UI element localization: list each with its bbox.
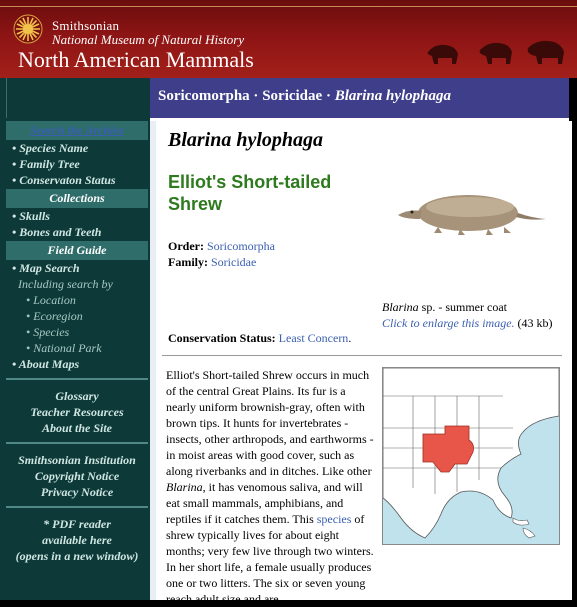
nav-including-label: Including search by xyxy=(18,277,113,291)
nav-about-site[interactable]: About the Site xyxy=(41,421,112,435)
order-link[interactable]: Soricomorpha xyxy=(206,239,275,253)
breadcrumb-text xyxy=(158,88,451,105)
description-text: of shrew typically lives for about eight months; very few live through two winters. In her short life, a female usually produces one or two litters. The six or seven young reach adult size and are xyxy=(166,512,374,606)
smithsonian-sun-logo-icon[interactable] xyxy=(13,14,43,44)
conservation-label: Conservation Status: xyxy=(168,331,276,345)
conservation-link[interactable]: Least Concern xyxy=(278,331,349,345)
family-link[interactable]: Soricidae xyxy=(211,255,257,269)
conservation-period: . xyxy=(348,331,352,345)
family-label: Family: xyxy=(168,255,208,269)
sidebar-nav xyxy=(6,120,148,564)
caption-size: (43 kb) xyxy=(514,316,553,330)
caption-desc: sp. - summer coat xyxy=(418,300,507,314)
nav-species[interactable]: • Species xyxy=(26,325,70,339)
nav-family-tree[interactable]: • Family Tree xyxy=(12,157,80,171)
section-divider xyxy=(162,355,562,356)
museum-name[interactable]: National Museum of Natural History xyxy=(52,32,245,47)
species-description xyxy=(166,367,376,607)
nav-location[interactable]: • Location xyxy=(26,293,76,307)
nav-field-guide-heading: Field Guide xyxy=(6,241,148,260)
breadcrumb-separator: · xyxy=(249,88,263,104)
description-genus: Blarina xyxy=(166,480,203,494)
site-header xyxy=(0,0,577,78)
header-rule xyxy=(0,6,577,7)
nav-ecoregion[interactable]: • Ecoregion xyxy=(26,309,83,323)
nav-search-archive[interactable]: Search the Archive xyxy=(6,121,148,140)
nav-teacher-resources[interactable]: Teacher Resources xyxy=(30,405,124,419)
sidebar-divider xyxy=(6,378,148,380)
common-name: Elliot's Short-tailed Shrew xyxy=(168,172,332,214)
sidebar-divider xyxy=(6,506,148,508)
nav-collections-heading: Collections xyxy=(6,189,148,208)
order-label: Order: xyxy=(168,239,204,253)
breadcrumb xyxy=(150,78,569,118)
page-title: Blarina hylophaga xyxy=(168,129,324,151)
pdf-reader-note[interactable]: * PDF reader xyxy=(43,517,111,531)
content-panel xyxy=(150,121,572,606)
species-glossary-link[interactable]: species xyxy=(316,512,352,526)
order-row xyxy=(168,239,275,254)
sidebar-spacer xyxy=(6,78,149,118)
muskox-silhouettes-icon xyxy=(420,36,570,76)
shrew-image[interactable] xyxy=(388,181,558,241)
nav-species-name[interactable]: • Species Name xyxy=(12,141,89,155)
nav-about-maps[interactable]: • About Maps xyxy=(12,357,80,371)
breadcrumb-family[interactable]: Soricidae xyxy=(262,88,323,104)
family-row xyxy=(168,255,256,270)
range-map[interactable] xyxy=(382,367,560,545)
breadcrumb-species: Blarina hylophaga xyxy=(334,88,451,104)
nav-smithsonian[interactable]: Smithsonian Institution xyxy=(18,453,136,467)
nav-map-search[interactable]: • Map Search xyxy=(12,261,80,275)
nav-copyright[interactable]: Copyright Notice xyxy=(34,469,120,483)
sidebar-divider xyxy=(6,442,148,444)
site-title[interactable]: North American Mammals xyxy=(18,47,254,72)
pdf-reader-link[interactable]: available here xyxy=(42,533,112,547)
nav-bones-teeth[interactable]: • Bones and Teeth xyxy=(12,225,102,239)
nav-national-park[interactable]: • National Park xyxy=(26,341,102,355)
main-content xyxy=(150,118,569,606)
nav-conservation-status[interactable]: • Conservaton Status xyxy=(12,173,116,187)
description-text: Elliot's Short-tailed Shrew occurs in much of the central Great Plains. Its fur is a nearly uniform brownish-gray, often with brown tips. It hunts for invertebrates - insects, other arthropods, and earthworms - in moist areas with good cover, such as along riverbanks and in ditches. Like other xyxy=(166,368,374,478)
breadcrumb-order[interactable]: Soricomorpha xyxy=(158,88,250,104)
pdf-reader-window-note: (opens in a new window) xyxy=(15,549,139,563)
nav-glossary[interactable]: Glossary xyxy=(55,389,99,403)
description-text: , it has venomous saliva, and will eat small mammals, amphibians, and reptiles if it catches them. This xyxy=(166,480,363,526)
image-caption xyxy=(382,299,562,331)
nav-privacy[interactable]: Privacy Notice xyxy=(40,485,114,499)
nav-skulls[interactable]: • Skulls xyxy=(12,209,50,223)
conservation-row xyxy=(168,331,351,346)
sidebar xyxy=(0,78,150,600)
institution-name[interactable]: Smithsonian xyxy=(52,18,120,33)
breadcrumb-separator: · xyxy=(322,88,335,104)
enlarge-image-link[interactable]: Click to enlarge this image. xyxy=(382,316,515,330)
caption-genus: Blarina xyxy=(382,300,419,314)
